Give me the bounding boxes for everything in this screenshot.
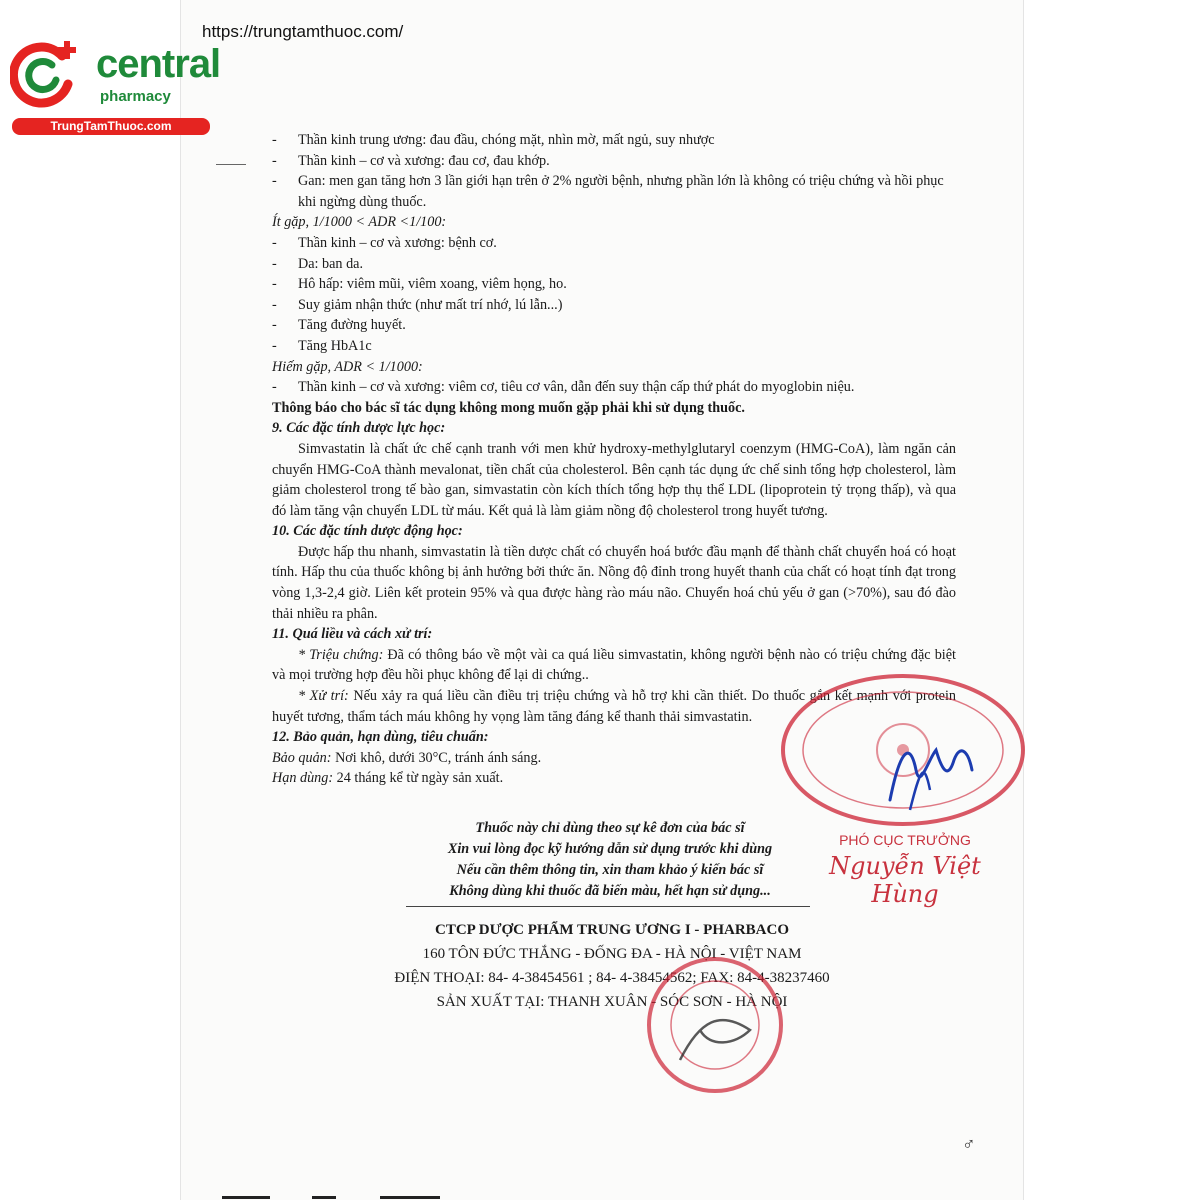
- signature-block: [800, 832, 1010, 908]
- expiry-label: Hạn dùng:: [272, 770, 334, 787]
- closing-line: Thuốc này chỉ dùng theo sự kê đơn của bác sĩ: [475, 820, 745, 836]
- closing-line: Xin vui lòng đọc kỹ hướng dẫn sử dụng trước khi dùng: [447, 841, 773, 857]
- list-item: - Thần kinh – cơ và xương: đau cơ, đau khớp.: [272, 151, 956, 172]
- list-item: - Hô hấp: viêm mũi, viêm xoang, viêm họng, ho.: [272, 274, 956, 295]
- logo-badge: TrungTamThuoc.com: [12, 118, 210, 135]
- closing-line: Nếu cần thêm thông tin, xin tham khảo ý kiến bác sĩ: [456, 862, 764, 878]
- signatory-title: PHÓ CỤC TRƯỞNG: [839, 832, 971, 848]
- bottom-edge-mark: [380, 1196, 440, 1199]
- storage-text: Nơi khô, dưới 30°C, tránh ánh sáng.: [335, 749, 542, 766]
- storage-label: Bảo quản:: [272, 749, 332, 766]
- central-pharmacy-logo[interactable]: [10, 38, 221, 138]
- bottom-edge-mark: [312, 1196, 336, 1199]
- company-factory: SẢN XUẤT TẠI: THANH XUÂN - SÓC SƠN - HÀ NỘI: [436, 994, 788, 1010]
- uncommon-heading: Ít gặp, 1/1000 < ADR <1/100:: [272, 214, 447, 231]
- list-item: - Gan: men gan tăng hơn 3 lần giới hạn trên ở 2% người bệnh, nhưng phần lớn là không có triệu chứng và hồi phục khi ngừng dùng thuốc.: [272, 171, 956, 212]
- list-item: - Thần kinh trung ương: đau đầu, chóng mặt, nhìn mờ, mất ngủ, suy nhược: [272, 130, 956, 151]
- company-phone: ĐIỆN THOẠI: 84- 4-38454561 ; 84- 4-38454562; FAX: 84-4-38237460: [394, 970, 830, 986]
- closing-line: Không dùng khi thuốc đã biến màu, hết hạn sử dụng...: [449, 883, 771, 899]
- source-url[interactable]: https://trungtamthuoc.com/: [202, 22, 404, 41]
- list-item: - Thần kinh – cơ và xương: viêm cơ, tiêu cơ vân, dẫn đến suy thận cấp thứ phát do myoglobin niệu.: [272, 377, 956, 398]
- section-10-text: Được hấp thu nhanh, simvastatin là tiền dược chất có chuyển hoá bước đầu mạnh để thành chất chuyển hoá có hoạt tính. Hấp thu của thuốc không bị ảnh hưởng bởi thức ăn. Nồng độ đỉnh trong huyết thanh của chất có hoạt tính đạt trong vòng 1,3-2,4 giờ. Liên kết protein 95% và qua được hàng rào máu não. Chuyển hoá chủ yếu ở gan (>70%), sau đó đào thải nhiều ra phân.: [272, 543, 956, 622]
- section-9-heading: 9. Các đặc tính dược lực học:: [272, 420, 446, 437]
- section-10-heading: 10. Các đặc tính dược động học:: [272, 523, 463, 540]
- expiry-text: 24 tháng kể từ ngày sản xuất.: [336, 770, 504, 787]
- page-mark: ♂: [962, 1134, 976, 1154]
- symptom-text: Đã có thông báo về một vài ca quá liều simvastatin, không người bệnh nào có triệu chứng đặc biệt và mọi trường hợp đều hồi phục không để lại di chứng..: [272, 646, 956, 684]
- treatment-label: * Xử trí:: [298, 688, 349, 705]
- margin-mark: [216, 164, 246, 165]
- rare-heading: Hiếm gặp, ADR < 1/1000:: [272, 358, 423, 375]
- section-9-text: Simvastatin là chất ức chế cạnh tranh với men khử hydroxy-methylglutaryl coenzym (HMG-CoA), làm ngăn cản chuyển HMG-CoA thành mevalonat, tiền chất của cholesterol. Bên cạnh tác dụng ức chế sinh tổng hợp cholesterol, làm giảm cholesterol trong tế bào gan, simvastatin còn kích thích tổng hợp thụ thể LDL (lipoprotein tỷ trọng thấp), và qua đó làm tăng vận chuyển LDL từ máu. Kết quả là làm giảm nồng độ cholesterol trong huyết tương.: [272, 440, 956, 519]
- list-item: - Suy giảm nhận thức (như mất trí nhớ, lú lẫn...): [272, 295, 956, 316]
- list-item: - Tăng đường huyết.: [272, 315, 956, 336]
- list-item: - Da: ban da.: [272, 254, 956, 275]
- signature-stroke: [880, 730, 980, 820]
- notify-statement: Thông báo cho bác sĩ tác dụng không mong muốn gặp phải khi sử dụng thuốc.: [272, 399, 745, 416]
- central-logo-mark-icon: [10, 38, 80, 108]
- list-item: - Tăng HbA1c: [272, 336, 956, 357]
- company-block: [352, 918, 872, 1014]
- company-address: 160 TÔN ĐỨC THẮNG - ĐỐNG ĐA - HÀ NỘI - VIỆT NAM: [422, 946, 802, 962]
- section-11-heading: 11. Quá liều và cách xử trí:: [272, 626, 433, 643]
- section-12-heading: 12. Bảo quản, hạn dùng, tiêu chuẩn:: [272, 729, 489, 746]
- list-item: - Thần kinh – cơ và xương: bệnh cơ.: [272, 233, 956, 254]
- divider: [406, 906, 810, 907]
- logo-subtitle: pharmacy: [100, 88, 171, 105]
- company-stamp-lower: [640, 950, 790, 1100]
- logo-wordmark: central: [96, 42, 221, 86]
- symptom-label: * Triệu chứng:: [298, 646, 384, 663]
- company-name: CTCP DƯỢC PHẨM TRUNG ƯƠNG I - PHARBACO: [434, 922, 790, 938]
- bottom-edge-mark: [222, 1196, 270, 1199]
- signatory-name: Nguyễn Việt Hùng: [829, 852, 981, 908]
- closing-notes: [400, 818, 820, 902]
- treatment-text: Nếu xảy ra quá liều cần điều trị triệu chứng và hỗ trợ khi cần thiết. Do thuốc gắn kết mạnh với protein huyết tương, thẩm tách máu không hy vọng làm tăng đáng kể thanh thải simvastatin.: [272, 688, 956, 725]
